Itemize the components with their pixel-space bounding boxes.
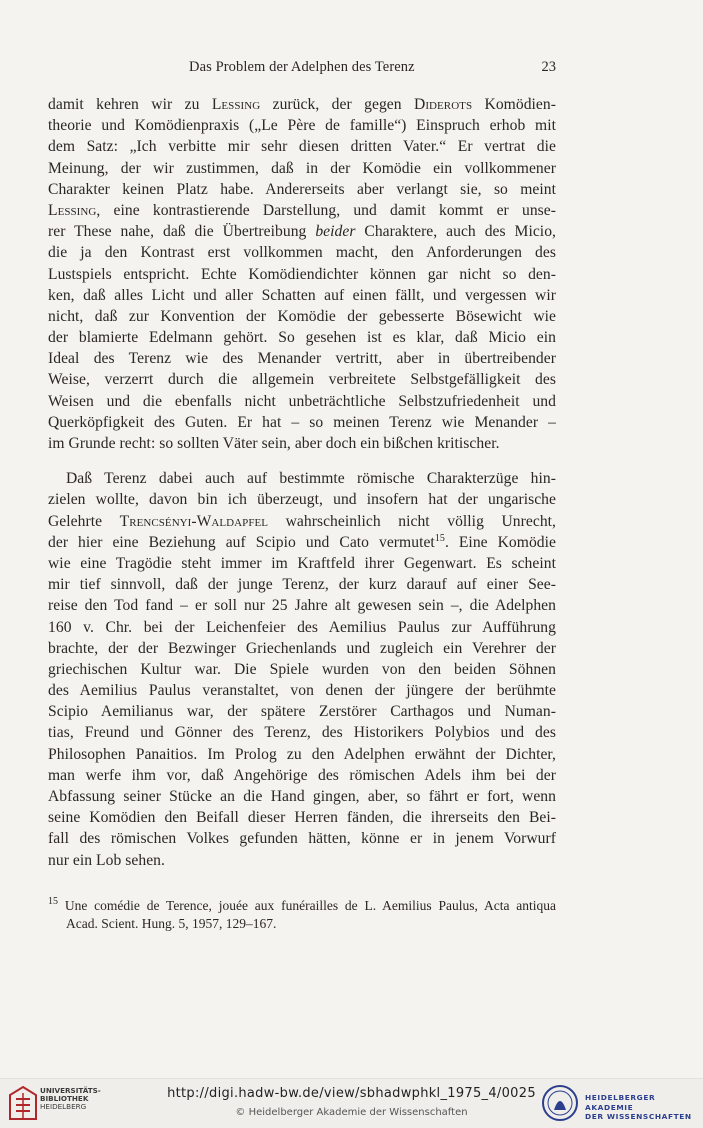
text-line [48, 94, 556, 115]
text-line [48, 264, 556, 285]
text-line [48, 786, 556, 807]
text-run: Acad. Scient. Hung. 5, 1957, 129–167. [66, 916, 277, 931]
text-run: im Grunde recht: so sollten Väter sein, aber doch ein bißchen kritischer. [48, 435, 500, 452]
text-run: Gelehrte [48, 512, 120, 530]
running-header [0, 59, 703, 83]
text-run: Charakter keinen Platz habe. Andererseits aber verlangt sie, so meint [48, 180, 556, 198]
text-run: die ja den Kontrast erst vollkommen macht, den Anforderungen des [48, 244, 556, 262]
text-line [48, 595, 556, 616]
text-line [48, 412, 556, 433]
body-text [48, 94, 556, 871]
permalink-url[interactable]: http://digi.hadw-bw.de/view/sbhadwphkl_1975_4/0025 [167, 1086, 536, 1101]
text-line [48, 468, 556, 489]
text-run: reise den Tod fand – er soll nur 25 Jahre alt gewesen sein –, die Adelphen [48, 597, 556, 615]
library-name-line-3: HEIDELBERG [40, 1102, 87, 1112]
text-run: Charaktere, auch des Micio, [355, 223, 556, 241]
footnote-15 [48, 897, 556, 933]
text-line [48, 680, 556, 701]
text-run: Querköpfigkeit des Guten. Er hat – so meinen Terenz wie Menander – [48, 413, 556, 431]
text-line [48, 489, 556, 510]
page-number: 23 [541, 59, 556, 75]
text-line [48, 701, 556, 722]
text-run: fall des römischen Volkes gefunden hätten, könne er in jenem Vorwurf [48, 830, 556, 848]
text-run: man werfe ihm vor, daß Angehörige des römischen Adels ihm bei der [48, 766, 556, 784]
text-line [48, 433, 556, 454]
paragraph-2 [48, 468, 556, 871]
text-line [48, 391, 556, 412]
footer-bar [0, 1078, 703, 1128]
academy-name-line-2: DER WISSENSCHAFTEN [585, 1112, 692, 1121]
text-line [48, 828, 556, 849]
text-line [48, 659, 556, 680]
text-run: Lessing [211, 96, 261, 113]
text-run: zurück, der gegen [260, 96, 415, 113]
text-run: wahrscheinlich nicht völlig Unrecht, [268, 512, 556, 530]
text-run: Abfassung seiner Stücke an die Hand gingen, aber, so fährt er fort, wenn [48, 788, 556, 805]
text-run: Daß Terenz dabei auch auf bestimmte römische Charakterzüge hin- [66, 470, 556, 488]
text-line [48, 179, 556, 200]
academy-name [585, 1093, 703, 1122]
academy-name-line-1: HEIDELBERGER AKADEMIE [585, 1093, 656, 1112]
text-run: wie eine Tragödie steht immer im Kraftfeld ihrer Gegenwart. Es scheint [48, 554, 556, 572]
text-line [48, 285, 556, 306]
text-run: der hier eine Beziehung auf Scipio und Cato vermutet [48, 533, 435, 551]
text-run: der blamierte Edelmann gehört. So gesehen ist es klar, daß Micio ein [48, 329, 556, 347]
text-run: Diderots [414, 96, 473, 113]
text-line [48, 722, 556, 743]
text-run: beider [315, 223, 356, 241]
text-line [48, 850, 556, 871]
text-line [48, 574, 556, 595]
text-run: Komödien- [472, 96, 556, 113]
text-line [48, 807, 556, 828]
text-run: Ideal des Terenz wie des Menander vertritt, aber in übertreibender [48, 350, 556, 368]
text-run: tias, Freund und Gönner des Terenz, des Historikers Polybios und des [48, 724, 556, 742]
text-run: 15 [434, 532, 445, 544]
text-line [48, 897, 556, 915]
text-run: Scipio Aemilianus war, der spätere Zerstörer Carthagos und Numan- [48, 703, 556, 721]
library-name-line-1: UNIVERSITÄTS- [40, 1086, 101, 1095]
text-run: ken, daß alles Licht und aller Schatten auf einen fällt, und vergessen wir [48, 286, 556, 304]
text-line [48, 765, 556, 786]
text-run: Philosophen Panaitios. Im Prolog zu den Adelphen erwähnt der Dichter, [48, 745, 556, 763]
text-run: nur ein Lob sehen. [48, 851, 165, 869]
text-run: rer These nahe, daß die Übertreibung [48, 223, 316, 241]
library-name-line-2: BIBLIOTHEK [40, 1094, 89, 1104]
text-run: 15 [48, 896, 58, 907]
text-line [48, 348, 556, 369]
text-line [48, 221, 556, 242]
text-run: damit kehren wir zu [48, 96, 212, 113]
text-run: Weise, verzerrt durch die allgemein verbreitete Selbstgefälligkeit des [48, 371, 556, 389]
text-run: Lessing [48, 201, 97, 219]
text-run: nicht, daß zur Konvention der Komödie der gebesserte Bösewicht wie [48, 307, 556, 325]
text-line [48, 242, 556, 263]
text-run: . Eine Komödie [444, 533, 556, 551]
text-line [48, 511, 556, 532]
text-run: 160 v. Chr. bei der Leichenfeier des Aemilius Paulus zur Aufführung [48, 618, 556, 636]
text-run: zielen wollte, davon bin ich überzeugt, und insofern hat der ungarische [48, 491, 556, 509]
academy-seal-icon [541, 1084, 579, 1122]
text-line [48, 553, 556, 574]
text-line [48, 306, 556, 327]
text-run: Lustspiels entspricht. Echte Komödiendichter können gar nicht so den- [48, 265, 556, 283]
text-run: theorie und Komödienpraxis („Le Père de famille“) Einspruch erhob mit [48, 117, 556, 135]
text-line [48, 200, 556, 221]
text-run: Meinung, der wir zustimmen, daß in der Komödie ein vollkommener [48, 159, 556, 177]
text-line [48, 744, 556, 765]
text-line [48, 136, 556, 157]
text-run: , eine kontrastierende Darstellung, und damit kommt er unse- [96, 201, 556, 219]
copyright-notice: © Heidelberger Akademie der Wissenschaften [235, 1107, 468, 1118]
text-line [48, 327, 556, 348]
text-run: Trencsényi-Waldapfel [119, 512, 269, 530]
paragraph-1 [48, 94, 556, 454]
text-line [48, 158, 556, 179]
text-line [48, 617, 556, 638]
text-run: brachte, der der Bezwinger Griechenlands und zugleich ein Verehrer der [48, 639, 556, 657]
text-line [48, 115, 556, 136]
text-run: dem Satz: „Ich verbitte mir sehr diesen dritten Vater.“ Er vertrat die [48, 138, 556, 156]
text-run: Une comédie de Terence, jouée aux funérailles de L. Aemilius Paulus, Acta antiqua [58, 898, 556, 913]
text-line [48, 532, 556, 553]
text-run: griechischen Kultur war. Die Spiele wurden von den beiden Söhnen [48, 660, 556, 678]
text-run: seine Komödien den Beifall dieser Herren fänden, die ihrerseits den Bei- [48, 809, 556, 827]
text-run: des Aemilius Paulus veranstaltet, von denen der jüngere der berühmte [48, 682, 556, 700]
text-line [48, 915, 556, 933]
text-run: mir tief sinnvoll, daß der junge Terenz, der kurz darauf auf einer See- [48, 576, 556, 594]
running-title: Das Problem der Adelphen des Terenz [189, 59, 415, 75]
text-line [48, 369, 556, 390]
text-run: Weisen und die ebenfalls nicht unbeträchtliche Selbstzufriedenheit und [48, 392, 556, 410]
text-line [48, 638, 556, 659]
